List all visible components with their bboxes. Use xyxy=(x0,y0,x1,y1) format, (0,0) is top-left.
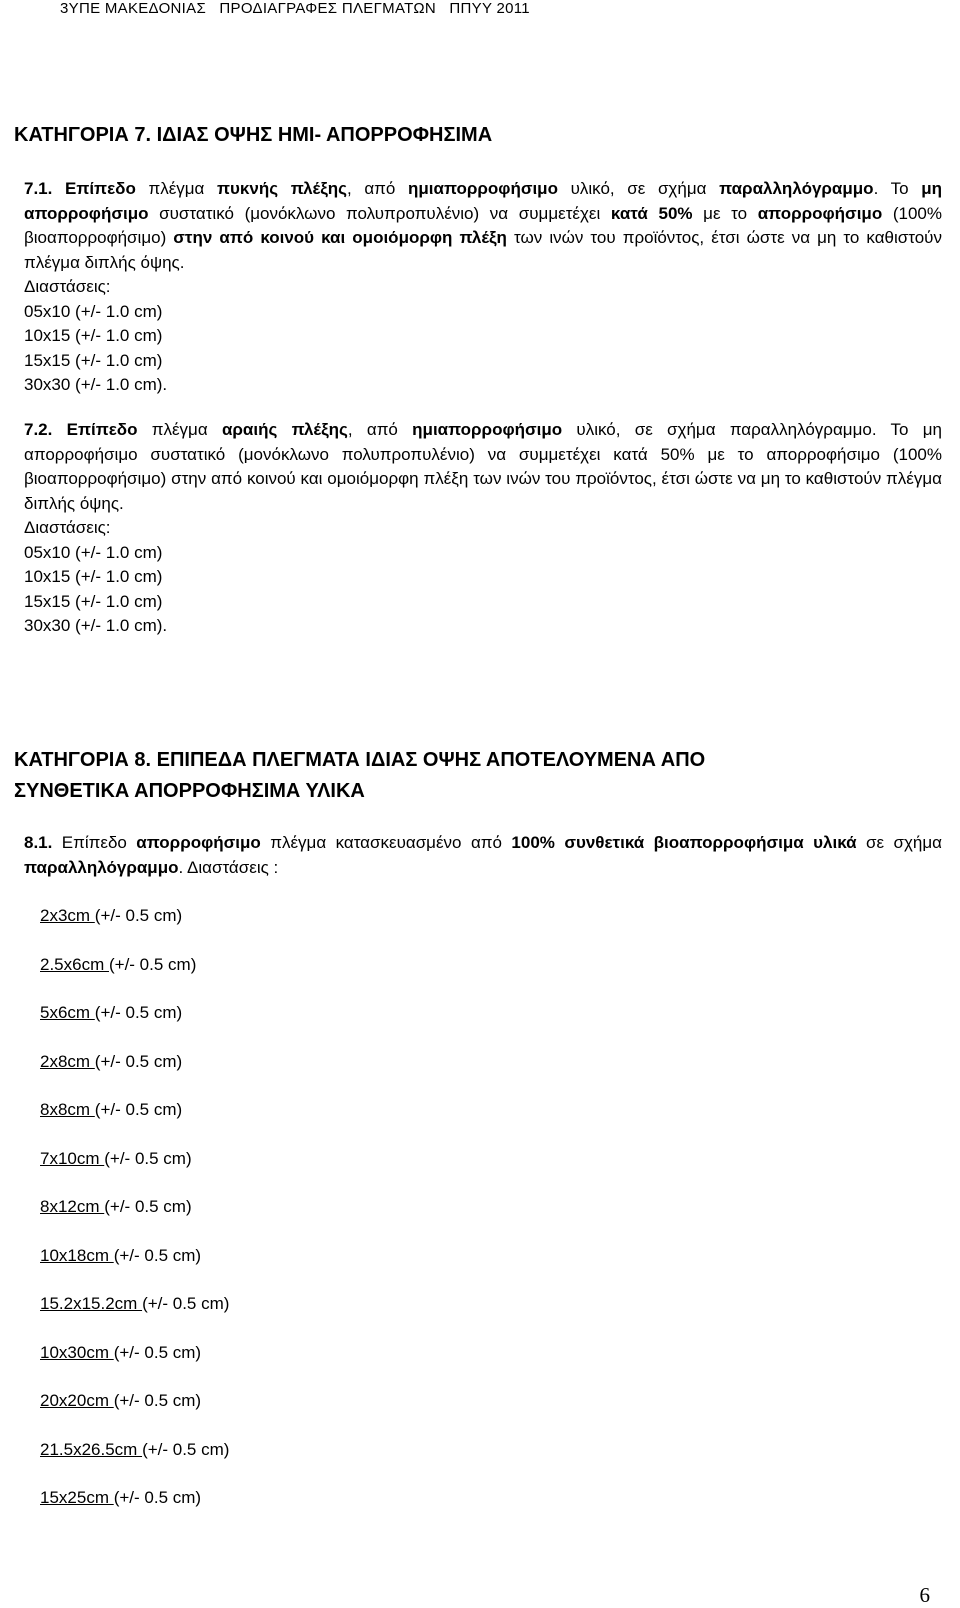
item-8-1-text xyxy=(24,831,942,880)
item-number: 7.2. xyxy=(24,420,53,439)
dimension-item: 05x10 (+/- 1.0 cm) xyxy=(24,542,163,562)
dimension-item: 10x15 (+/- 1.0 cm) xyxy=(24,567,163,586)
size-value: 8x8cm xyxy=(40,1100,95,1119)
dimension-item: 05x10 (+/- 1.0 cm) xyxy=(24,301,163,321)
text-run: . Το xyxy=(873,179,922,198)
text-run: παραλληλόγραμμο xyxy=(719,179,874,198)
size-tolerance: (+/- 0.5 cm) xyxy=(94,1051,183,1071)
text-run: πλέγμα xyxy=(135,179,218,198)
size-tolerance: (+/- 0.5 cm) xyxy=(108,954,197,974)
text-run: ημιαπορροφήσιμο xyxy=(412,420,563,439)
dimension-item: 30x30 (+/- 1.0 cm). xyxy=(24,616,168,635)
text-run: Επίπεδο xyxy=(52,179,136,198)
size-value: 20x20cm xyxy=(40,1391,114,1410)
text-run: των ινών του προϊόντος, έτσι ώστε να μη το καθιστούν πλέγμα διπλής όψης. xyxy=(24,228,942,272)
size-value: 2x3cm xyxy=(40,906,95,925)
item-number: 7.1. xyxy=(24,179,53,198)
size-item xyxy=(40,1003,229,1052)
text-run: υλικό, σε σχήμα παραλληλόγραμμο. Το μη απορροφήσιμο συστατικό (μονόκλωνο πολυπροπυλένιο) να συμμετέχει κατά 50% με το απορροφήσιμο (100% βιοαπορροφήσιμο) στην από κοινού και ομοιόμορφη πλέξη των ινών του προϊόντος, έτσι ώστε να μη το καθιστούν πλέγμα διπλής όψης. xyxy=(24,420,942,513)
size-value: 21.5x26.5cm xyxy=(40,1439,143,1459)
size-item xyxy=(40,1440,229,1489)
dimension-item: 15x15 (+/- 1.0 cm) xyxy=(24,350,163,370)
size-tolerance: (+/- 0.5 cm) xyxy=(113,1488,202,1507)
size-tolerance: (+/- 0.5 cm) xyxy=(142,1439,230,1459)
size-item xyxy=(40,1343,229,1392)
size-item xyxy=(40,1100,229,1149)
size-tolerance: (+/- 0.5 cm) xyxy=(94,1100,183,1119)
item-7-1-text xyxy=(24,177,942,275)
dimension-item: 30x30 (+/- 1.0 cm). xyxy=(24,375,168,394)
text-run: Επίπεδο xyxy=(52,420,138,439)
size-list xyxy=(40,906,229,1537)
size-tolerance: (+/- 0.5 cm) xyxy=(94,1003,183,1022)
text-run: ημιαπορροφήσιμο xyxy=(407,179,558,198)
size-value: 15x25cm xyxy=(40,1488,114,1507)
category-8-title-line: ΣΥΝΘΕΤΙΚΑ ΑΠΟΡΡΟΦΗΣΙΜΑ ΥΛΙΚΑ xyxy=(14,780,365,802)
text-run: Επίπεδο xyxy=(52,833,137,852)
size-item xyxy=(40,1391,229,1440)
size-item xyxy=(40,1149,229,1198)
size-item xyxy=(40,1197,229,1246)
text-run: στην από κοινού και ομοιόμορφη πλέξη xyxy=(173,228,507,247)
size-item xyxy=(40,1246,229,1295)
dimensions-label: Διαστάσεις: xyxy=(24,518,111,537)
text-run: απορροφήσιμο xyxy=(136,833,261,852)
size-tolerance: (+/- 0.5 cm) xyxy=(94,906,183,925)
size-value: 5x6cm xyxy=(40,1003,95,1022)
text-run: με το xyxy=(692,203,758,223)
text-run: 100% συνθετικά βιοαπορροφήσιμα υλικά xyxy=(511,833,857,852)
size-item xyxy=(40,1488,229,1537)
text-run: πλέγμα κατασκευασμένο από xyxy=(260,833,512,852)
size-tolerance: (+/- 0.5 cm) xyxy=(113,1391,202,1410)
size-value: 8x12cm xyxy=(40,1197,105,1216)
text-run: , από xyxy=(347,179,408,198)
dimensions-label: Διαστάσεις: xyxy=(24,277,111,296)
text-run: . Διαστάσεις : xyxy=(178,857,279,877)
size-tolerance: (+/- 0.5 cm) xyxy=(113,1342,202,1362)
text-run: απορροφήσιμο xyxy=(757,203,883,223)
page-number: 6 xyxy=(919,1583,930,1607)
size-value: 10x30cm xyxy=(40,1342,114,1362)
text-run: , από xyxy=(347,420,413,439)
size-item xyxy=(40,1052,229,1101)
category-8-title xyxy=(14,745,705,807)
text-run: παραλληλόγραμμο xyxy=(24,857,179,877)
size-item xyxy=(40,906,229,955)
page-header: 3ΥΠΕ ΜΑΚΕΔΟΝΙΑΣ ΠΡΟΔΙΑΓΡΑΦΕΣ ΠΛΕΓΜΑΤΩΝ ΠΠΥΥ 2011 xyxy=(60,0,530,17)
text-run: πυκνής πλέξης xyxy=(217,179,348,198)
category-7-title: ΚΑΤΗΓΟΡΙΑ 7. ΙΔΙΑΣ ΟΨΗΣ ΗΜΙ- ΑΠΟΡΡΟΦΗΣΙΜΑ xyxy=(14,124,493,146)
text-run: μη απορροφήσιμο xyxy=(24,179,942,223)
item-number: 8.1. xyxy=(24,833,53,852)
size-item xyxy=(40,1294,229,1343)
category-8-title-line: ΚΑΤΗΓΟΡΙΑ 8. ΕΠΙΠΕΔΑ ΠΛΕΓΜΑΤΑ ΙΔΙΑΣ ΟΨΗΣ ΑΠΟΤΕΛΟΥΜΕΝΑ ΑΠΟ xyxy=(14,749,706,771)
size-item xyxy=(40,955,229,1004)
size-value: 7x10cm xyxy=(40,1148,105,1168)
dimension-item: 15x15 (+/- 1.0 cm) xyxy=(24,591,163,611)
size-tolerance: (+/- 0.5 cm) xyxy=(104,1148,192,1168)
size-tolerance: (+/- 0.5 cm) xyxy=(113,1245,202,1265)
text-run: συστατικό (μονόκλωνο πολυπροπυλένιο) να συμμετέχει xyxy=(148,203,611,223)
text-run: αραιής πλέξης xyxy=(221,420,348,439)
size-value: 2.5x6cm xyxy=(40,954,109,974)
size-value: 2x8cm xyxy=(40,1051,95,1071)
item-7-2-text xyxy=(24,418,942,516)
text-run: πλέγμα xyxy=(137,420,222,439)
size-tolerance: (+/- 0.5 cm) xyxy=(104,1197,192,1216)
text-run: (100% βιοαπορροφήσιμο) xyxy=(24,203,942,247)
size-value: 15.2x15.2cm xyxy=(40,1294,143,1313)
text-run: υλικό, σε σχήμα xyxy=(557,179,720,198)
size-value: 10x18cm xyxy=(40,1245,114,1265)
size-tolerance: (+/- 0.5 cm) xyxy=(142,1294,230,1313)
item-7-1-dimensions xyxy=(24,275,167,398)
dimension-item: 10x15 (+/- 1.0 cm) xyxy=(24,326,163,345)
text-run: σε σχήμα xyxy=(856,833,942,852)
item-7-2-dimensions xyxy=(24,516,167,639)
text-run: κατά 50% xyxy=(610,203,693,223)
